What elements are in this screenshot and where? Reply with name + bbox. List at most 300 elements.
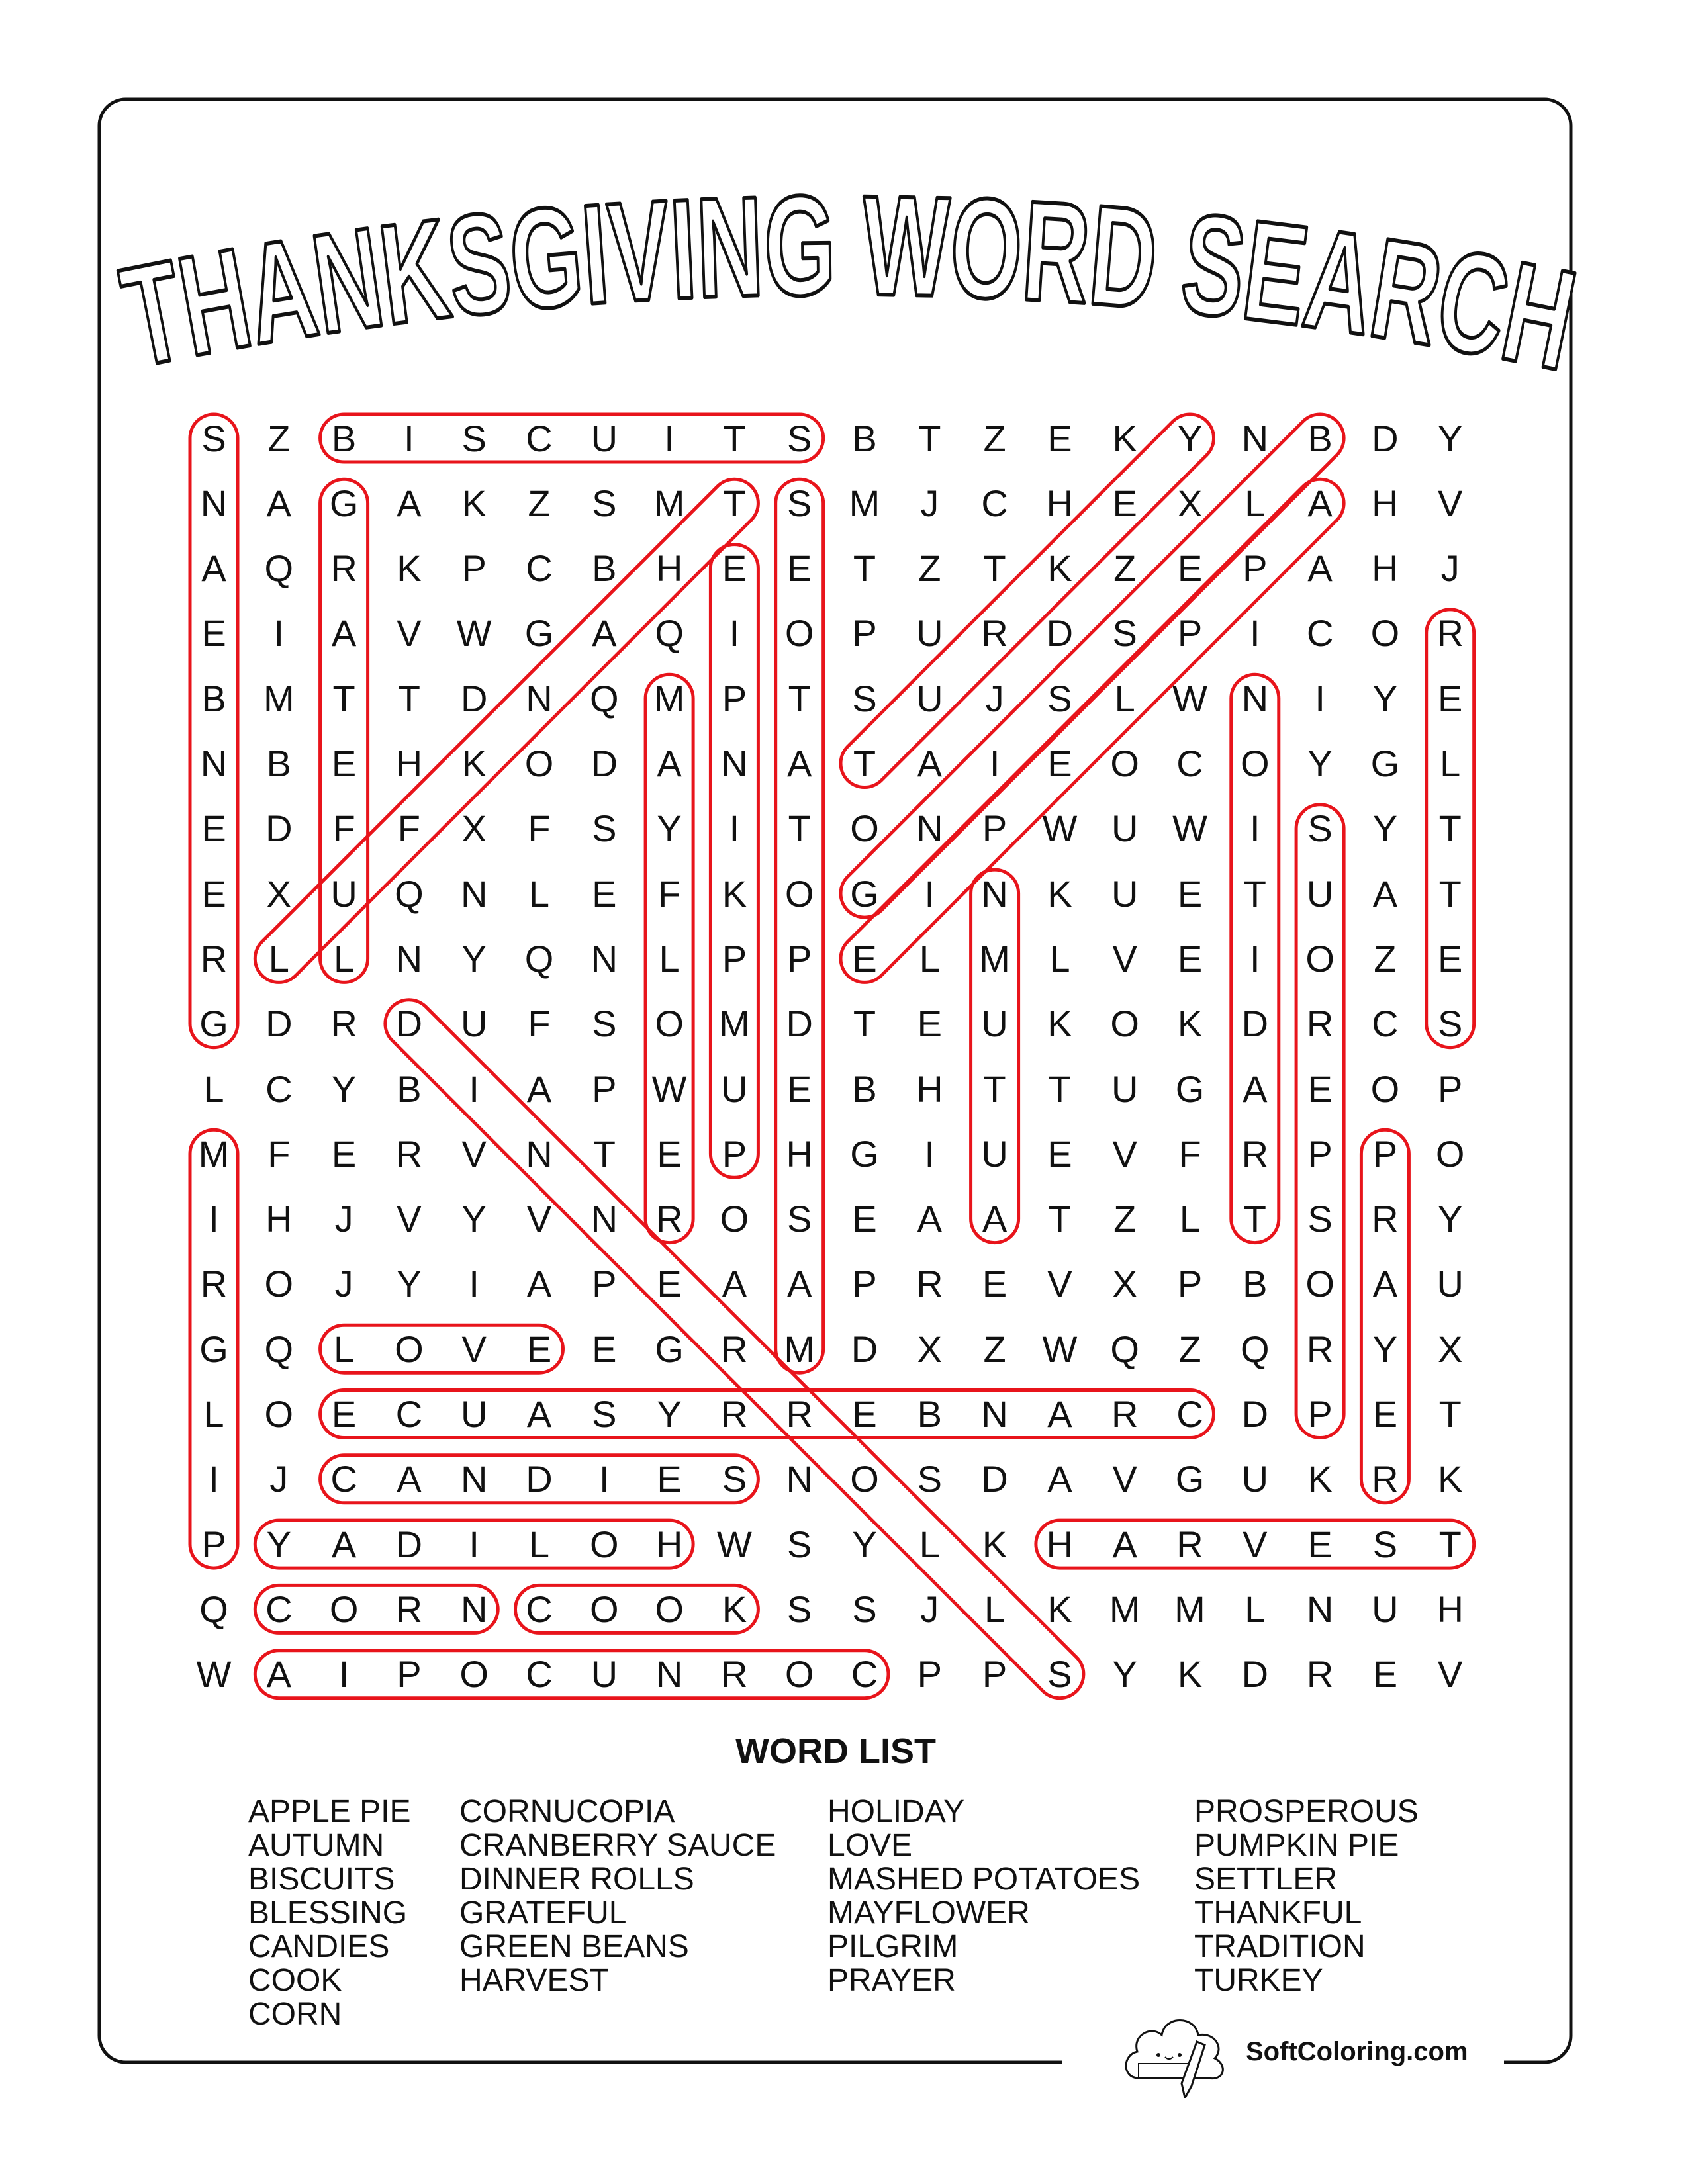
grid-letter[interactable]: R [200,937,228,979]
grid-letter[interactable]: L [528,872,550,915]
grid-letter[interactable]: T [1438,1523,1462,1565]
grid-letter[interactable]: D [265,1003,293,1045]
grid-letter[interactable]: P [461,547,487,590]
grid-letter[interactable]: S [787,482,812,524]
grid-letter[interactable]: E [1438,937,1463,979]
grid-letter[interactable]: B [201,677,226,719]
grid-letter[interactable]: Y [852,1523,877,1565]
grid-letter[interactable]: Y [266,1523,291,1565]
grid-letter[interactable]: G [655,1328,684,1370]
grid-letter[interactable]: Q [264,1328,294,1370]
grid-letter[interactable]: I [729,807,740,850]
grid-letter[interactable]: E [201,807,226,850]
grid-letter[interactable]: N [655,1653,683,1696]
grid-letter[interactable]: C [265,1068,293,1110]
grid-letter[interactable]: X [1112,1263,1137,1305]
grid-letter[interactable]: T [723,417,746,459]
grid-letter[interactable]: A [201,547,226,590]
grid-letter[interactable]: P [982,1653,1008,1696]
grid-letter[interactable]: A [1047,1458,1072,1500]
grid-letter[interactable]: I [1250,612,1260,655]
grid-letter[interactable]: D [1372,417,1399,459]
grid-letter[interactable]: N [1306,1588,1334,1630]
grid-letter[interactable]: O [784,612,814,655]
grid-letter[interactable]: T [1438,872,1462,915]
grid-letter[interactable]: P [1177,1263,1203,1305]
grid-letter[interactable]: U [460,1003,488,1045]
grid-letter[interactable]: L [1244,1588,1266,1630]
grid-letter[interactable]: S [461,417,487,459]
grid-letter[interactable]: P [852,1263,877,1305]
grid-letter[interactable]: O [459,1653,489,1696]
grid-letter[interactable]: U [1111,1068,1139,1110]
grid-letter[interactable]: R [721,1653,748,1696]
grid-letter[interactable]: H [1372,547,1399,590]
grid-letter[interactable]: A [1307,482,1333,524]
grid-letter[interactable]: R [916,1263,943,1305]
grid-letter[interactable]: R [1241,1132,1269,1175]
grid-letter[interactable]: T [853,1003,876,1045]
grid-letter[interactable]: O [1305,937,1335,979]
grid-letter[interactable]: L [1114,677,1135,719]
grid-letter[interactable]: L [268,937,289,979]
grid-letter[interactable]: K [722,872,747,915]
grid-letter[interactable]: B [852,417,877,459]
grid-letter[interactable]: Z [1178,1328,1201,1370]
grid-letter[interactable]: E [1112,482,1137,524]
grid-letter[interactable]: O [850,1458,879,1500]
grid-letter[interactable]: V [1438,1653,1463,1696]
grid-letter[interactable]: E [657,1458,682,1500]
grid-letter[interactable]: L [334,1328,355,1370]
grid-letter[interactable]: U [1306,872,1334,915]
grid-letter[interactable]: E [592,1328,617,1370]
grid-letter[interactable]: E [917,1003,942,1045]
grid-letter[interactable]: K [982,1523,1008,1565]
grid-letter[interactable]: D [1241,1003,1269,1045]
grid-letter[interactable]: U [1436,1263,1464,1305]
grid-letter[interactable]: V [526,1198,552,1240]
grid-letter[interactable]: C [526,417,553,459]
grid-letter[interactable]: O [850,807,879,850]
grid-letter[interactable]: V [1112,937,1137,979]
grid-letter[interactable]: A [1047,1393,1072,1435]
grid-letter[interactable]: K [1438,1458,1463,1500]
grid-letter[interactable]: E [526,1328,552,1370]
grid-letter[interactable]: T [397,677,420,719]
grid-letter[interactable]: R [721,1328,748,1370]
grid-letter[interactable]: E [1307,1523,1333,1565]
grid-letter[interactable]: P [1177,612,1203,655]
grid-letter[interactable]: Y [1372,807,1398,850]
grid-letter[interactable]: T [1243,1198,1266,1240]
grid-letter[interactable]: O [784,1653,814,1696]
grid-letter[interactable]: O [1241,743,1270,784]
grid-letter[interactable]: L [1179,1198,1201,1240]
grid-letter[interactable]: P [852,612,877,655]
grid-letter[interactable]: A [266,482,291,524]
grid-letter[interactable]: F [332,807,355,850]
grid-letter[interactable]: I [469,1523,479,1565]
grid-letter[interactable]: E [331,1393,357,1435]
grid-letter[interactable]: Q [1110,1328,1139,1370]
grid-letter[interactable]: M [198,1132,230,1175]
grid-letter[interactable]: R [200,1263,228,1305]
grid-letter[interactable]: R [1306,1003,1334,1045]
grid-letter[interactable]: T [592,1132,616,1175]
grid-letter[interactable]: C [981,482,1008,524]
grid-letter[interactable]: Y [461,937,487,979]
grid-letter[interactable]: D [395,1523,423,1565]
grid-letter[interactable]: R [655,1198,683,1240]
grid-letter[interactable]: O [655,1003,684,1045]
grid-letter[interactable]: A [722,1263,747,1305]
grid-letter[interactable]: S [787,1523,812,1565]
grid-letter[interactable]: L [528,1523,550,1565]
grid-letter[interactable]: D [851,1328,878,1370]
grid-letter[interactable]: R [330,547,357,590]
grid-letter[interactable]: Q [264,547,294,590]
grid-letter[interactable]: R [721,1393,748,1435]
grid-letter[interactable]: M [849,482,880,524]
grid-letter[interactable]: A [917,1198,942,1240]
grid-letter[interactable]: C [1176,1393,1203,1435]
grid-letter[interactable]: L [203,1393,224,1435]
grid-letter[interactable]: C [330,1458,357,1500]
grid-letter[interactable]: S [722,1458,747,1500]
grid-letter[interactable]: T [332,677,355,719]
grid-letter[interactable]: G [329,482,359,524]
grid-letter[interactable]: T [788,677,811,719]
grid-letter[interactable]: S [787,417,812,459]
grid-letter[interactable]: R [1436,612,1464,655]
grid-letter[interactable]: M [784,1328,816,1370]
grid-letter[interactable]: B [1307,417,1333,459]
grid-letter[interactable]: O [264,1263,294,1305]
grid-letter[interactable]: Z [528,482,551,524]
grid-letter[interactable]: A [397,1458,422,1500]
grid-letter[interactable]: R [395,1132,423,1175]
grid-letter[interactable]: N [1241,417,1269,459]
grid-letter[interactable]: C [395,1393,423,1435]
grid-letter[interactable]: T [918,417,941,459]
grid-letter[interactable]: H [1046,482,1074,524]
grid-letter[interactable]: C [1306,612,1334,655]
grid-letter[interactable]: P [722,1132,747,1175]
grid-letter[interactable]: W [1042,1328,1078,1370]
grid-letter[interactable]: T [788,807,811,850]
grid-letter[interactable]: F [397,807,420,850]
grid-letter[interactable]: I [1250,937,1260,979]
grid-letter[interactable]: P [1243,547,1268,590]
grid-letter[interactable]: O [590,1588,619,1630]
grid-letter[interactable]: V [1112,1458,1137,1500]
grid-letter[interactable]: N [460,872,488,915]
grid-letter[interactable]: X [461,807,487,850]
grid-letter[interactable]: S [1112,612,1137,655]
grid-letter[interactable]: M [653,482,685,524]
grid-letter[interactable]: E [787,1068,812,1110]
grid-letter[interactable]: O [1435,1132,1465,1175]
grid-letter[interactable]: E [852,1198,877,1240]
grid-letter[interactable]: A [526,1068,552,1110]
grid-letter[interactable]: M [653,677,685,719]
grid-letter[interactable]: I [209,1198,219,1240]
grid-letter[interactable]: E [1177,872,1203,915]
grid-letter[interactable]: E [982,1263,1008,1305]
grid-letter[interactable]: Y [1307,743,1333,784]
grid-letter[interactable]: N [526,677,553,719]
grid-letter[interactable]: L [203,1068,224,1110]
grid-letter[interactable]: A [1372,1263,1398,1305]
grid-letter[interactable]: J [1440,547,1460,590]
grid-letter[interactable]: K [1307,1458,1333,1500]
grid-letter[interactable]: J [920,1588,939,1630]
grid-letter[interactable]: F [528,807,551,850]
grid-letter[interactable]: Y [1438,1198,1463,1240]
grid-letter[interactable]: U [721,1068,748,1110]
grid-letter[interactable]: J [334,1198,353,1240]
grid-letter[interactable]: R [330,1003,357,1045]
grid-letter[interactable]: T [723,482,746,524]
grid-letter[interactable]: K [1177,1653,1203,1696]
grid-letter[interactable]: P [1438,1068,1463,1110]
grid-letter[interactable]: T [1438,807,1462,850]
grid-letter[interactable]: T [983,1068,1006,1110]
grid-letter[interactable]: K [1047,547,1072,590]
grid-letter[interactable]: I [273,612,285,655]
grid-letter[interactable]: O [1305,1263,1335,1305]
grid-letter[interactable]: U [981,1132,1008,1175]
grid-letter[interactable]: I [664,417,675,459]
grid-letter[interactable]: H [395,743,423,784]
grid-letter[interactable]: A [592,612,617,655]
grid-letter[interactable]: R [1176,1523,1203,1565]
grid-letter[interactable]: X [266,872,291,915]
grid-letter[interactable]: D [786,1003,813,1045]
grid-letter[interactable]: I [209,1458,219,1500]
grid-letter[interactable]: B [331,417,357,459]
grid-letter[interactable]: S [917,1458,942,1500]
grid-letter[interactable]: P [592,1068,617,1110]
grid-letter[interactable]: G [850,1132,879,1175]
grid-letter[interactable]: K [1047,872,1072,915]
grid-letter[interactable]: R [1111,1393,1139,1435]
grid-letter[interactable]: I [404,417,414,459]
grid-letter[interactable]: V [1243,1523,1268,1565]
grid-letter[interactable]: R [1306,1653,1334,1696]
grid-letter[interactable]: S [1438,1003,1463,1045]
grid-letter[interactable]: X [917,1328,942,1370]
grid-letter[interactable]: B [266,743,291,784]
grid-letter[interactable]: D [395,1003,423,1045]
grid-letter[interactable]: O [1110,1003,1139,1045]
grid-letter[interactable]: N [590,1198,618,1240]
grid-letter[interactable]: A [1243,1068,1268,1110]
grid-letter[interactable]: W [456,612,492,655]
grid-letter[interactable]: A [1372,872,1398,915]
grid-letter[interactable]: A [526,1263,552,1305]
grid-letter[interactable]: C [265,1588,293,1630]
grid-letter[interactable]: Y [657,807,682,850]
grid-letter[interactable]: A [657,743,682,784]
grid-letter[interactable]: N [916,807,943,850]
grid-letter[interactable]: O [1110,743,1139,784]
grid-letter[interactable]: L [334,937,355,979]
grid-letter[interactable]: D [981,1458,1008,1500]
grid-letter[interactable]: E [657,1263,682,1305]
grid-letter[interactable]: E [657,1132,682,1175]
grid-letter[interactable]: E [201,872,226,915]
grid-letter[interactable]: Z [1374,937,1397,979]
grid-letter[interactable]: S [852,1588,877,1630]
grid-letter[interactable]: Z [1113,547,1137,590]
grid-letter[interactable]: O [590,1523,619,1565]
grid-letter[interactable]: Z [1113,1198,1137,1240]
grid-letter[interactable]: A [266,1653,291,1696]
grid-letter[interactable]: E [331,743,357,784]
grid-letter[interactable]: T [1048,1198,1071,1240]
grid-letter[interactable]: A [982,1198,1008,1240]
grid-letter[interactable]: I [729,612,740,655]
grid-letter[interactable]: L [919,937,940,979]
grid-letter[interactable]: O [329,1588,359,1630]
grid-letter[interactable]: U [1372,1588,1399,1630]
grid-letter[interactable]: H [786,1132,813,1175]
grid-letter[interactable]: B [397,1068,422,1110]
grid-letter[interactable]: Y [1372,677,1398,719]
grid-letter[interactable]: S [592,1393,617,1435]
grid-letter[interactable]: E [331,1132,357,1175]
grid-letter[interactable]: K [1112,417,1137,459]
grid-letter[interactable]: V [1112,1132,1137,1175]
grid-letter[interactable]: O [524,743,554,784]
grid-letter[interactable]: W [196,1653,232,1696]
grid-letter[interactable]: A [1307,547,1333,590]
grid-letter[interactable]: O [1370,612,1400,655]
grid-letter[interactable]: C [526,1588,553,1630]
grid-letter[interactable]: P [787,937,812,979]
grid-letter[interactable]: S [1307,807,1333,850]
grid-letter[interactable]: P [982,807,1008,850]
grid-letter[interactable]: U [1241,1458,1269,1500]
grid-letter[interactable]: I [1250,807,1260,850]
grid-letter[interactable]: Q [199,1588,228,1630]
grid-letter[interactable]: Q [655,612,684,655]
grid-letter[interactable]: C [1176,743,1203,784]
grid-letter[interactable]: O [264,1393,294,1435]
grid-letter[interactable]: F [528,1003,551,1045]
grid-letter[interactable]: X [1177,482,1203,524]
grid-letter[interactable]: T [1048,1068,1071,1110]
grid-letter[interactable]: C [851,1653,878,1696]
grid-letter[interactable]: P [722,677,747,719]
grid-letter[interactable]: P [201,1523,226,1565]
grid-letter[interactable]: S [1047,677,1072,719]
grid-letter[interactable]: N [721,743,748,784]
grid-letter[interactable]: S [1047,1653,1072,1696]
grid-letter[interactable]: A [917,743,942,784]
grid-letter[interactable]: U [1111,807,1139,850]
grid-letter[interactable]: T [983,547,1006,590]
grid-letter[interactable]: G [1175,1068,1205,1110]
grid-letter[interactable]: N [460,1458,488,1500]
grid-letter[interactable]: R [786,1393,813,1435]
grid-letter[interactable]: X [1438,1328,1463,1370]
grid-letter[interactable]: P [1307,1393,1333,1435]
grid-letter[interactable]: D [265,807,293,850]
grid-letter[interactable]: E [1177,937,1203,979]
grid-letter[interactable]: K [1177,1003,1203,1045]
grid-letter[interactable]: V [1438,482,1463,524]
grid-letter[interactable]: S [787,1198,812,1240]
grid-letter[interactable]: N [200,743,228,784]
grid-letter[interactable]: N [981,1393,1008,1435]
grid-letter[interactable]: C [526,547,553,590]
grid-letter[interactable]: Y [1372,1328,1398,1370]
grid-letter[interactable]: U [590,417,618,459]
grid-letter[interactable]: G [1175,1458,1205,1500]
grid-letter[interactable]: Y [1177,417,1203,459]
grid-letter[interactable]: P [917,1653,942,1696]
grid-letter[interactable]: N [786,1458,813,1500]
grid-letter[interactable]: R [981,612,1008,655]
grid-letter[interactable]: E [592,872,617,915]
grid-letter[interactable]: A [1112,1523,1137,1565]
grid-letter[interactable]: B [1243,1263,1268,1305]
grid-letter[interactable]: E [1372,1393,1398,1435]
grid-letter[interactable]: Z [983,1328,1006,1370]
grid-letter[interactable]: U [1111,872,1139,915]
grid-letter[interactable]: E [1307,1068,1333,1110]
grid-letter[interactable]: M [979,937,1010,979]
grid-letter[interactable]: D [590,743,618,784]
grid-letter[interactable]: E [201,612,226,655]
grid-letter[interactable]: K [461,482,487,524]
grid-letter[interactable]: H [1046,1523,1074,1565]
grid-letter[interactable]: G [199,1003,228,1045]
grid-letter[interactable]: W [716,1523,752,1565]
grid-letter[interactable]: I [599,1458,610,1500]
grid-letter[interactable]: D [460,677,488,719]
grid-letter[interactable]: A [331,612,357,655]
grid-letter[interactable]: S [592,482,617,524]
grid-letter[interactable]: H [1372,482,1399,524]
grid-letter[interactable]: E [852,937,877,979]
grid-letter[interactable]: D [1241,1393,1269,1435]
grid-letter[interactable]: Z [918,547,941,590]
grid-letter[interactable]: S [592,1003,617,1045]
grid-letter[interactable]: Q [590,677,619,719]
grid-letter[interactable]: C [526,1653,553,1696]
grid-letter[interactable]: I [469,1068,479,1110]
grid-letter[interactable]: W [1172,807,1207,850]
grid-letter[interactable]: V [461,1328,487,1370]
grid-letter[interactable]: T [853,743,876,784]
grid-letter[interactable]: E [1047,1132,1072,1175]
grid-letter[interactable]: K [461,743,487,784]
grid-letter[interactable]: Y [331,1068,357,1110]
grid-letter[interactable]: V [397,612,422,655]
grid-letter[interactable]: I [469,1263,479,1305]
grid-letter[interactable]: M [263,677,295,719]
grid-letter[interactable]: L [1049,937,1070,979]
grid-letter[interactable]: D [1241,1653,1269,1696]
grid-letter[interactable]: A [331,1523,357,1565]
grid-letter[interactable]: E [1047,743,1072,784]
grid-letter[interactable]: Y [657,1393,682,1435]
grid-letter[interactable]: R [1372,1198,1399,1240]
